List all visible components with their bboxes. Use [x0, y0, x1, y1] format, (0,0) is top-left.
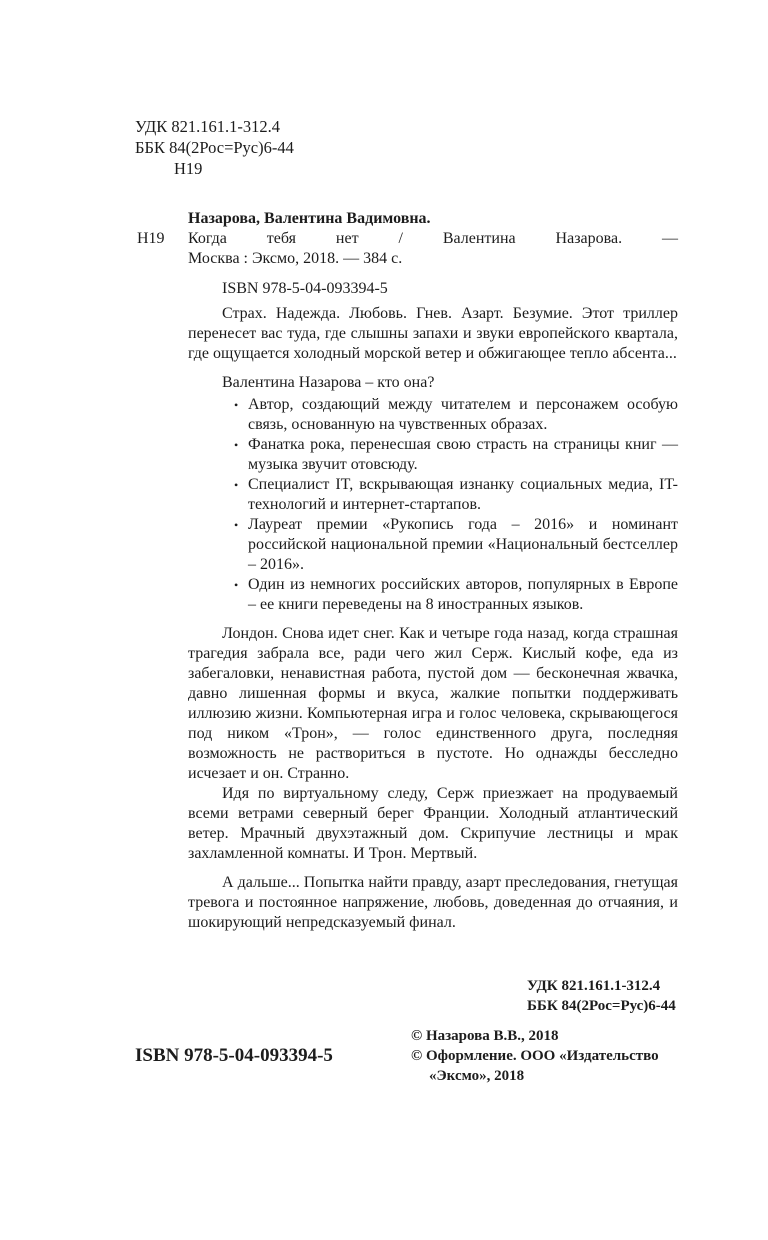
catalog-card-isbn: ISBN 978-5-04-093394-5	[222, 280, 388, 297]
bottom-cataloguing-codes	[527, 976, 676, 1016]
synopsis-paragraph: А дальше... Попытка найти правду, азарт преследования, гнетущая тревога и постоянное напряжение, любовь, доведенная до отчаяния, и шокирующий непредсказуемый финал.	[188, 874, 678, 931]
author-fact-text: Специалист IT, вскрывающая изнанку социальных медиа, IT-технологий и интернет-стартапов.	[248, 476, 678, 513]
author-sign-line: Н19	[174, 159, 203, 178]
author-fact-text: Автор, создающий между читателем и персонажем особую связь, основанную на чувственных образах.	[248, 396, 678, 433]
bbk-code-line: ББК 84(2Рос=Рус)6-44	[135, 138, 294, 157]
annotation-intro: Страх. Надежда. Любовь. Гнев. Азарт. Безумие. Этот триллер перенесет вас туда, где слышны запахи и звуки европейского квартала, где ощущается холодный морской ветер и обжигающее тепло абсента...	[188, 305, 678, 362]
isbn-bottom: ISBN 978-5-04-093394-5	[135, 1045, 333, 1066]
top-cataloguing-codes	[135, 116, 294, 179]
author-fact-item	[233, 395, 678, 435]
author-fact-item	[233, 435, 678, 475]
author-fact-item	[233, 515, 678, 575]
copyright-design-line: © Оформление. ООО «Издательство «Эксмо», 2018	[411, 1048, 659, 1084]
author-fact-text: Фанатка рока, перенесшая свою страсть на страницы книг — музыка звучит отовсюду.	[248, 436, 678, 473]
who-heading: Валентина Назарова – кто она?	[222, 374, 435, 391]
udk-code-line: УДК 821.161.1-312.4	[135, 117, 281, 136]
copyright-author-line: © Назарова В.В., 2018	[411, 1028, 559, 1044]
main-text-column	[137, 209, 678, 933]
catalog-card-author: Назарова, Валентина Вадимовна.	[188, 210, 431, 227]
catalog-card-title-line-2: Москва : Эксмо, 2018. — 384 с.	[188, 250, 403, 267]
catalog-card-code: Н19	[137, 230, 165, 247]
synopsis-paragraph: Идя по виртуальному следу, Серж приезжает на продуваемый всеми ветрами северный берег Франции. Холодный атлантический ветер. Мрачный двухэтажный дом. Скрипучие лестницы и мрак захламленной комнаты. И Трон. Мертвый.	[188, 785, 678, 862]
copyright-block	[411, 1026, 689, 1086]
author-fact-text: Лауреат премии «Рукопись года – 2016» и номинант российской национальной премии «Национальный бестселлер – 2016».	[248, 516, 678, 573]
synopsis-paragraph: Лондон. Снова идет снег. Как и четыре года назад, когда страшная трагедия забрала все, ради чего жил Серж. Кислый кофе, еда из забегаловки, ненавистная работа, пустой дом — бесконечная жвачка, давно лишенная формы и вкуса, жалкие попытки поддерживать иллюзию жизни. Компьютерная игра и голос человека, скрывающегося под ником «Трон», — голос единственного друга, последняя возможность не раствориться в пустоте. Но однажды бесследно исчезает и он. Странно.	[188, 625, 678, 782]
catalog-card-title-line-1: Когда тебя нет / Валентина Назарова. —	[188, 230, 678, 247]
author-fact-item	[233, 575, 678, 615]
author-facts-list	[188, 395, 678, 615]
bottom-udk-code: УДК 821.161.1-312.4	[527, 978, 661, 994]
author-fact-text: Один из немногих российских авторов, популярных в Европе – ее книги переведены на 8 иностранных языков.	[248, 576, 678, 613]
bottom-bbk-code: ББК 84(2Рос=Рус)6-44	[527, 998, 676, 1014]
catalog-card	[137, 209, 678, 299]
author-fact-item	[233, 475, 678, 515]
